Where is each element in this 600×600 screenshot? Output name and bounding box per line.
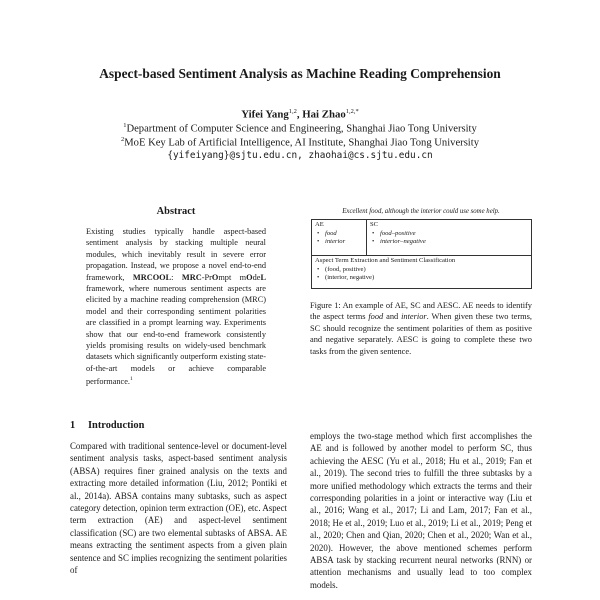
figure-ae-item <box>315 238 363 247</box>
figure-1 <box>311 219 532 289</box>
aspect-term: interior <box>325 238 346 246</box>
model-acronym-part: O <box>211 272 219 282</box>
footnote-mark: 1 <box>130 376 133 383</box>
figure-aesc-item <box>315 274 528 283</box>
bullet: • <box>317 265 320 273</box>
abstract-text: Existing studies typically handle aspect-based sentiment analysis by stacking multiple neural modules, which inevitably result in severe error propagation. Instead, we propose a novel end-to-end framework, <box>86 227 266 282</box>
aspect-sentiment-tuple: (food, positive) <box>325 265 366 273</box>
abstract-text: mpt m <box>218 272 247 282</box>
affiliation-text: MoE Key Lab of Artificial Intelligence, AI Institute, Shanghai Jiao Tong University <box>124 137 479 149</box>
affiliation-mark: 1 <box>123 122 127 129</box>
figure-ae-cell <box>312 220 367 256</box>
model-acronym-part: L <box>260 272 266 282</box>
abstract-text: framework, where numerous sentiment aspects are elicited by a machine reading comprehension (MRC) model and their corresponding sentiment polarities are classified in a prompt learning way. Experiments show that our end-to-end framework consistently yields promising results on widely-used benchmark datasets which significantly outperform existing state-of-the-art models or achieve comparable performance. <box>86 284 266 387</box>
affiliation-text: Department of Computer Science and Engineering, Shanghai Jiao Tong University <box>126 123 477 135</box>
figure-ae-item <box>315 230 363 239</box>
author-email: {yifeiyang}@sjtu.edu.cn, zhaohai@cs.sjtu.edu.cn <box>167 150 433 161</box>
author-affil-mark: 1,2 <box>288 108 297 115</box>
caption-term: interior <box>401 312 427 322</box>
figure-sc-item <box>370 230 528 239</box>
figure-sc-cell <box>367 220 531 256</box>
sentiment-pair: interior–negative <box>380 238 426 246</box>
introduction-body: Compared with traditional sentence-level or document-level sentiment analysis tasks, aspect-based sentiment analysis (ABSA) requires finer grained analysis on the texts and extracting more detailed information (Liu, 2012; Pontiki et al., 2014a). ABSA contains many subtasks, such as aspect category detection, opinion term extraction (OE), etc. Aspect term extraction (AE) and aspect-level sentiment classification (SC) are two elemental subtasks of ABSA. AE means extracting the sentiment aspects from a given plain sentence and SC implies recognizing the sentiment polarities of <box>70 441 287 576</box>
figure-sc-label: SC <box>370 221 379 228</box>
section-number: 1 <box>70 420 76 431</box>
figure-aesc-cell <box>312 256 531 288</box>
model-acronym-part: MRC <box>181 272 202 282</box>
figure-aesc-item <box>315 266 528 275</box>
abstract-body <box>86 226 266 387</box>
bullet: • <box>317 274 320 282</box>
sentiment-pair: food–positive <box>380 229 416 237</box>
section-title: Introduction <box>88 420 145 431</box>
caption-text: . When given these two terms, SC should recognize the sentiment polarities of them as positive and negative separately. AESC is going to complete these two tasks from the given sentence. <box>310 312 533 356</box>
abstract-text: de <box>252 272 261 282</box>
caption-term: food <box>368 312 384 322</box>
right-column-body: employs the two-stage method which first accomplishes the AE and is followed by another model to perform SC, thus achieving the AESC (Yu et al., 2018; Hu et al., 2019; Fan et al., 2019). The second tries to fulfill the three subtasks by a more unified methodology which extracts the terms and their corresponding polarities in a joint or interactive way (Liu et al., 2016; Wang et al., 2017; Li and Lam, 2017; Fan et al., 2018; He et al., 2019; Luo et al., 2019; Li et al., 2019; Peng et al., 2020; Chen and Qian, 2020; Chen et al., 2020; Wan et al., 2020). However, the above mentioned schemes perform ABSA task by stacking recurrent neural networks (RNN) or attention mechanisms and usually lead to too complex models. <box>310 431 532 590</box>
paper-title: Aspect-based Sentiment Analysis as Machine Reading Comprehension <box>99 66 501 81</box>
figure-caption <box>310 300 532 357</box>
abstract-heading: Abstract <box>156 206 196 217</box>
bullet: • <box>372 229 375 237</box>
author-separator: , <box>296 108 303 121</box>
aspect-sentiment-tuple: (interior, negative) <box>325 274 375 282</box>
figure-aesc-label: Aspect Term Extraction and Sentiment Classification <box>315 257 456 264</box>
author-name: Yifei Yang <box>241 108 289 121</box>
figure-ae-label: AE <box>315 221 324 228</box>
figure-example-sentence: Excellent food, although the interior could use some help. <box>342 208 500 215</box>
author-affil-mark: 1,2,* <box>345 108 359 115</box>
model-acronym-part: O <box>246 272 253 282</box>
author-name: Hai Zhao <box>302 108 346 121</box>
affiliation-1 <box>40 122 560 135</box>
figure-sc-item <box>370 238 528 247</box>
aspect-term: food <box>325 229 337 237</box>
caption-text: and <box>383 312 402 322</box>
section-heading <box>70 420 144 431</box>
model-name: MRCOOL <box>132 272 172 282</box>
bullet: • <box>317 238 320 246</box>
caption-text: Figure 1: An example of AE, SC and AESC. AE needs to identify the aspect terms <box>310 301 532 322</box>
abstract-text: -Pr <box>201 272 212 282</box>
affiliation-mark: 2 <box>120 136 125 143</box>
bullet: • <box>317 229 320 237</box>
abstract-text: : <box>171 272 182 282</box>
bullet: • <box>372 238 375 246</box>
author-line <box>40 108 560 121</box>
affiliation-2 <box>40 136 560 149</box>
